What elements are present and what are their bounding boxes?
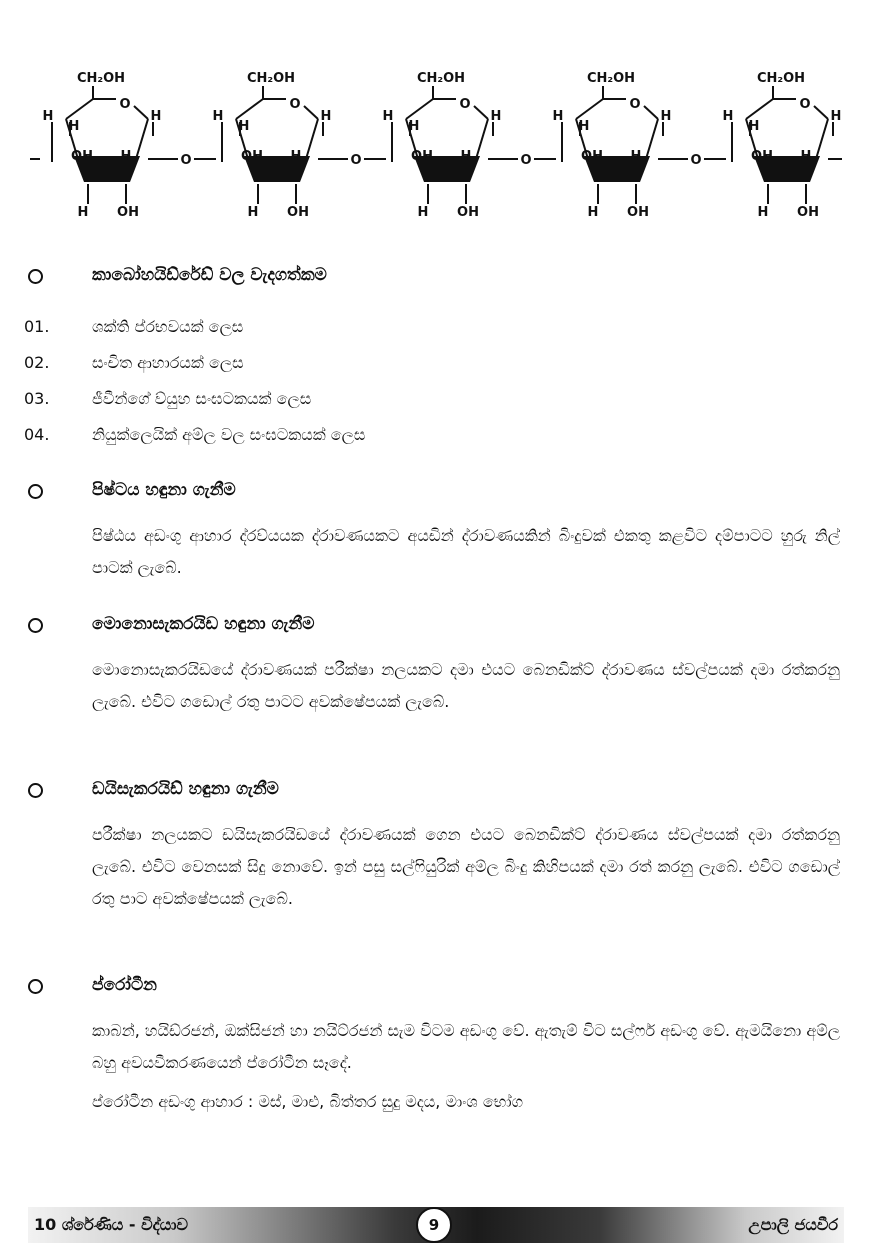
ring-oxygen-label: O — [799, 97, 811, 112]
bond-line — [816, 119, 828, 159]
list-number: 02. — [24, 353, 50, 372]
ch2oh-label: CH₂OH — [76, 71, 126, 86]
ch2oh-label: CH₂OH — [416, 71, 466, 86]
page-footer — [28, 1207, 844, 1243]
hydroxyl-label: OH — [627, 205, 649, 220]
glycosidic-oxygen-label: O — [690, 153, 702, 168]
glycosidic-oxygen-label: O — [180, 153, 192, 168]
bond-line — [644, 106, 658, 119]
bond-line — [304, 106, 318, 119]
bond-line — [576, 99, 603, 119]
ch2oh-label: CH₂OH — [246, 71, 296, 86]
hydrogen-label: H — [120, 149, 132, 164]
bullet-icon — [28, 611, 43, 639]
ch2oh-label: CH₂OH — [586, 71, 636, 86]
hydrogen-label: H — [247, 205, 259, 220]
section-heading-di: ඩයිසැකරයිඩ් හඳුනා ගැනීම — [92, 779, 279, 799]
hydrogen-label: H — [77, 205, 89, 220]
list-item: ජීවීන්ගේ ව්යුහ සංඝටකයක් ලෙස — [92, 389, 312, 408]
hydrogen-label: H — [587, 205, 599, 220]
hydroxyl-label: OH — [117, 205, 139, 220]
bullet-icon — [28, 262, 43, 290]
bond-line — [306, 119, 318, 159]
hydroxyl-label: OH — [241, 149, 263, 164]
hydrogen-label: H — [490, 109, 502, 124]
section-heading-starch: පිෂ්ටය හඳුනා ගැනීම — [92, 480, 236, 500]
list-item: ශක්ති ප්රභවයක් ලෙස — [92, 317, 244, 336]
list-item: නියුක්ලෙයික් අම්ල වල සංඝටකයක් ලෙස — [92, 425, 366, 444]
bond-line — [476, 119, 488, 159]
bond-line — [66, 99, 93, 119]
bullet-icon — [28, 776, 43, 804]
hydrogen-label: H — [42, 109, 54, 124]
bond-line — [474, 106, 488, 119]
list-number: 03. — [24, 389, 50, 408]
footer-author: උපාලි ජයවීර — [748, 1215, 838, 1234]
glucose-chain-diagram — [30, 64, 842, 224]
hydroxyl-label: OH — [287, 205, 309, 220]
hydrogen-label: H — [320, 109, 332, 124]
footer-grade-subject: 10 ශ්රේණිය - විද්යාව — [34, 1215, 188, 1234]
hydroxyl-label: OH — [457, 205, 479, 220]
hydrogen-label: H — [722, 109, 734, 124]
hydrogen-label: H — [150, 109, 162, 124]
hydrogen-label: H — [630, 149, 642, 164]
section-heading-protein: ප්රෝටීන — [92, 975, 157, 995]
hydrogen-label: H — [800, 149, 812, 164]
hydrogen-label: H — [238, 119, 250, 134]
bond-line — [134, 106, 148, 119]
hydrogen-label: H — [417, 205, 429, 220]
hydrogen-label: H — [578, 119, 590, 134]
hydroxyl-label: OH — [797, 205, 819, 220]
bond-line — [236, 99, 263, 119]
hydrogen-label: H — [460, 149, 472, 164]
hydrogen-label: H — [830, 109, 842, 124]
glycosidic-oxygen-label: O — [350, 153, 362, 168]
bond-line — [814, 106, 828, 119]
hydrogen-label: H — [290, 149, 302, 164]
page-number: 9 — [416, 1207, 452, 1243]
hydrogen-label: H — [212, 109, 224, 124]
bond-line — [746, 99, 773, 119]
hydrogen-label: H — [757, 205, 769, 220]
hydrogen-label: H — [408, 119, 420, 134]
hydrogen-label: H — [660, 109, 672, 124]
section-heading-mono: මොනොසැකරයිඩ හඳුනා ගැනීම — [92, 614, 315, 634]
ring-oxygen-label: O — [119, 97, 131, 112]
bullet-icon — [28, 972, 43, 1000]
protein-foods-line: ප්රෝටීන අඩංගු ආහාර : මස්, මාළු, බිත්තර සුදු මදය, මාංශ භෝග — [92, 1092, 524, 1111]
bullet-icon — [28, 477, 43, 505]
paragraph-starch: පිෂ්ඨය අඩංගු ආහාර ද්රව්යයක ද්රාවණයකට අයඩින් ද්රාවණයකින් බිංදුවක් එකතු කළවිට දම්පාටට හුරු නිල් පාටක් ලැබේ. — [92, 526, 840, 577]
hydroxyl-label: OH — [411, 149, 433, 164]
hydroxyl-label: OH — [71, 149, 93, 164]
ring-oxygen-label: O — [459, 97, 471, 112]
paragraph-mono: මොනොසැකරයිඩයේ ද්රාවණයක් පරීක්ෂා නලයකට දමා එයට බෙනඩික්ට් ද්රාවණය ස්වල්පයක් දමා රත්කරනු ලැබේ. එවිට ගඩොල් රතු පාටට අවක්ෂේපයක් ලැබේ. — [92, 660, 840, 711]
glycosidic-oxygen-label: O — [520, 153, 532, 168]
paragraph-protein: කාබන්, හයිඩ්රජන්, ඔක්සිජන් හා නයිට්රජන් සැම විටම අඩංගු වේ. ඇතැම් විට සල්ෆර් අඩංගු වේ. ඇමයිනො අම්ල බහු අවයවීකරණයෙන් ප්රෝටීන සෑදේ. — [92, 1021, 840, 1072]
list-number: 04. — [24, 425, 50, 444]
list-item: සංචිත ආහාරයක් ලෙස — [92, 353, 244, 372]
paragraph-di: පරීක්ෂා නලයකට ඩයිසැකරයිඩයේ ද්රාවණයක් ගෙන එයට බෙනඩික්ට් ද්රාවණය ස්වල්පයක් දමා රත්කරනු ලැබේ. එවිට වෙනසක් සිදු නොවේ. ඉන් පසු සල්ෆියුරික් අම්ල බිංදු කිහිපයක් දමා රත් කරනු ලැබේ. එවිට ගඩොල් රතු පාට අවක්ෂේපයක් ලැබේ. — [92, 825, 840, 908]
hydroxyl-label: OH — [751, 149, 773, 164]
bond-line — [646, 119, 658, 159]
hydrogen-label: H — [552, 109, 564, 124]
ch2oh-label: CH₂OH — [756, 71, 806, 86]
list-number: 01. — [24, 317, 50, 336]
hydrogen-label: H — [382, 109, 394, 124]
ring-oxygen-label: O — [629, 97, 641, 112]
bond-line — [136, 119, 148, 159]
hydroxyl-label: OH — [581, 149, 603, 164]
section-heading-importance: කාබෝහයිඩ්රේඩ් වල වැදගත්කම — [92, 265, 327, 285]
ring-oxygen-label: O — [289, 97, 301, 112]
bond-line — [406, 99, 433, 119]
hydrogen-label: H — [748, 119, 760, 134]
hydrogen-label: H — [68, 119, 80, 134]
